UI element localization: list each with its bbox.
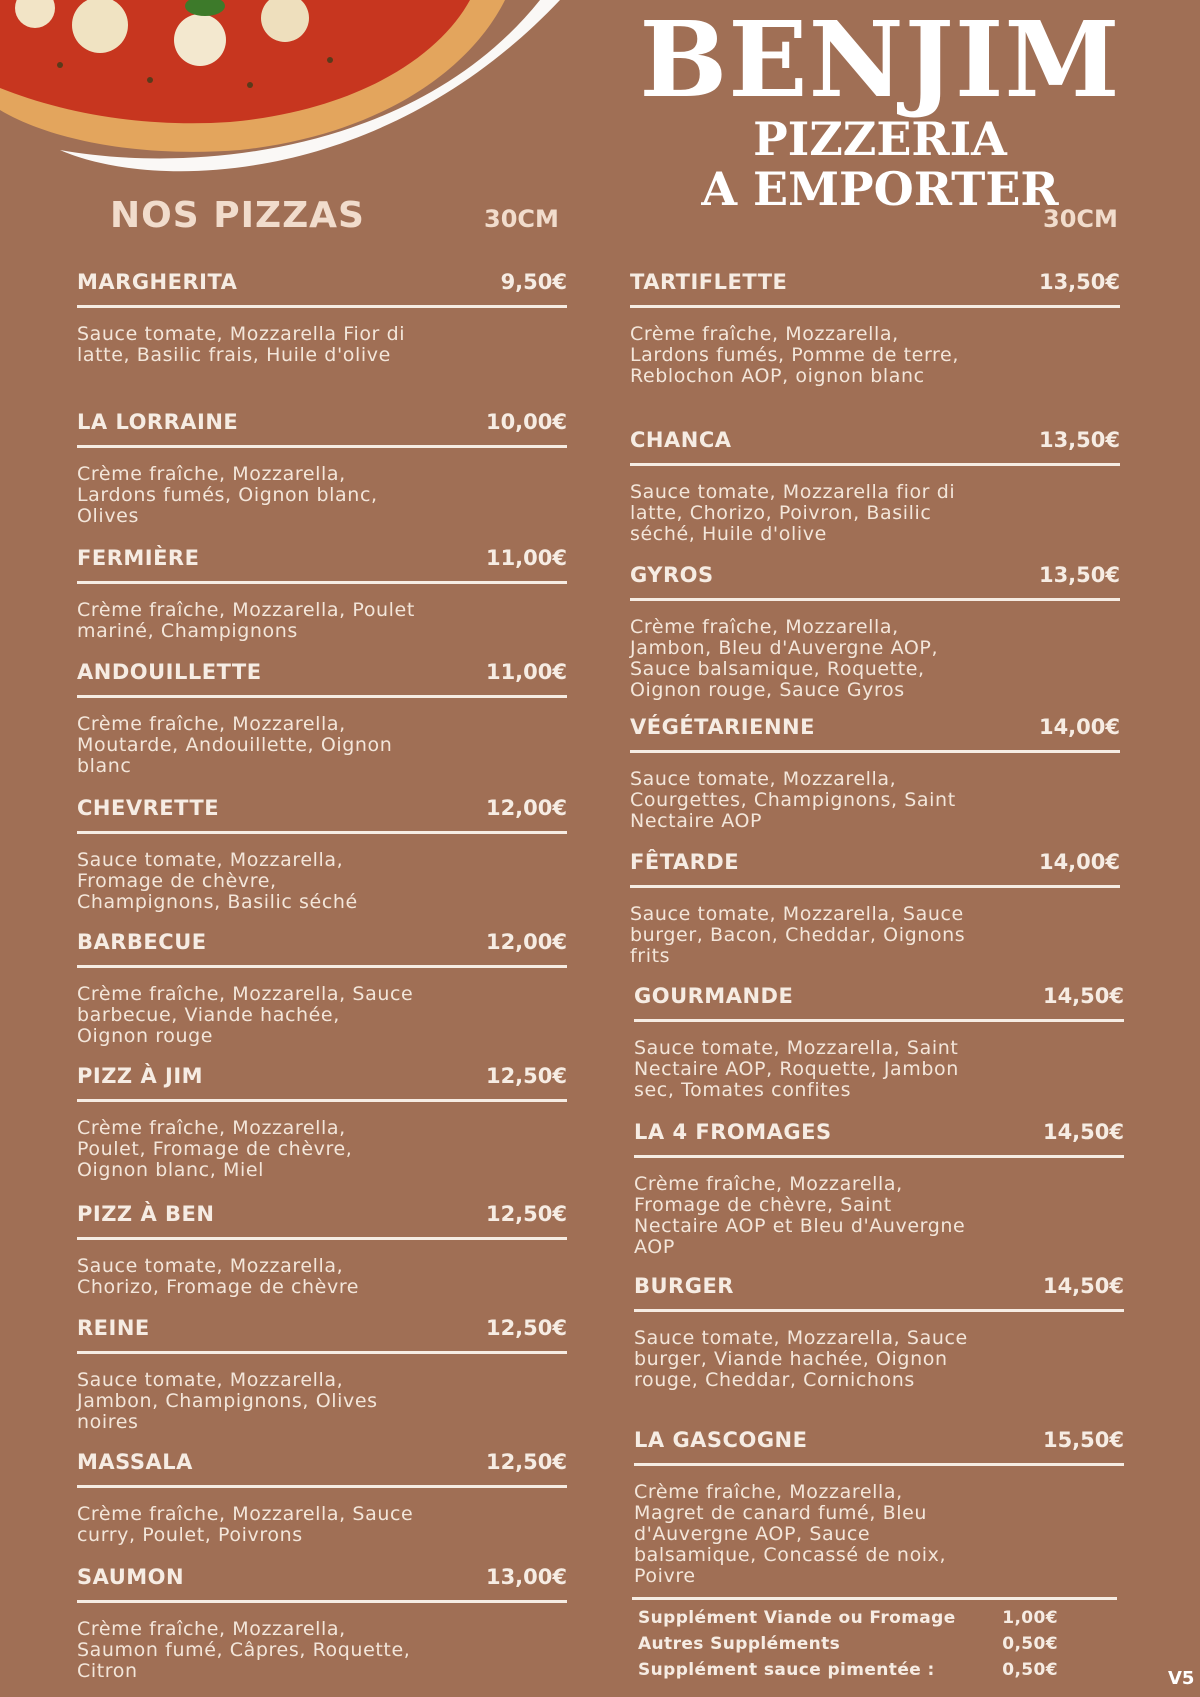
supplement-price: 0,50€ — [1002, 1634, 1058, 1654]
item-description: Crème fraîche, Mozzarella, Poulet mariné, Champignons — [77, 599, 415, 642]
supplements-divider — [632, 1597, 1117, 1600]
item-divider — [77, 695, 567, 698]
item-description: Sauce tomate, Mozzarella Fior di latte, Basilic frais, Huile d'olive — [77, 323, 406, 366]
item-divider — [77, 445, 567, 448]
supplement-label: Autres Suppléments — [638, 1634, 841, 1654]
item-name: LA 4 FROMAGES — [634, 1120, 832, 1144]
item-description: Crème fraîche, Mozzarella, Moutarde, Andouillette, Oignon blanc — [77, 713, 393, 777]
item-description: Sauce tomate, Mozzarella, Courgettes, Champignons, Saint Nectaire AOP — [630, 768, 956, 832]
item-price: 14,00€ — [1038, 850, 1120, 874]
item-price: 13,00€ — [485, 1565, 567, 1589]
item-divider — [77, 305, 567, 308]
item-name: BARBECUE — [77, 930, 207, 954]
item-divider — [630, 750, 1120, 753]
item-name: FERMIÈRE — [77, 546, 200, 570]
brand-subtitle-line1: PIZZERIA — [753, 112, 1007, 166]
supplement-label: Supplément Viande ou Fromage — [638, 1608, 956, 1628]
item-divider — [630, 885, 1120, 888]
item-name: PIZZ À BEN — [77, 1202, 215, 1226]
item-name: GYROS — [630, 563, 714, 587]
item-price: 11,00€ — [485, 660, 567, 684]
item-description: Crème fraîche, Mozzarella, Sauce curry, Poulet, Poivrons — [77, 1503, 414, 1546]
item-description: Crème fraîche, Mozzarella, Sauce barbecue, Viande hachée, Oignon rouge — [77, 983, 414, 1047]
item-name: REINE — [77, 1316, 150, 1340]
item-description: Crème fraîche, Mozzarella, Fromage de chèvre, Saint Nectaire AOP et Bleu d'Auvergne AOP — [634, 1173, 966, 1258]
item-price: 14,00€ — [1038, 715, 1120, 739]
item-price: 15,50€ — [1042, 1428, 1124, 1452]
item-description: Crème fraîche, Mozzarella, Lardons fumés, Pomme de terre, Reblochon AOP, oignon blanc — [630, 323, 959, 387]
item-divider — [634, 1019, 1124, 1022]
item-description: Sauce tomate, Mozzarella, Sauce burger, Viande hachée, Oignon rouge, Cheddar, Cornichons — [634, 1327, 968, 1391]
version-label: V5 — [1168, 1668, 1195, 1689]
item-divider — [77, 1099, 567, 1102]
item-divider — [77, 1600, 567, 1603]
item-description: Sauce tomate, Mozzarella, Chorizo, Fromage de chèvre — [77, 1255, 360, 1298]
item-name: LA LORRAINE — [77, 410, 239, 434]
item-price: 13,50€ — [1038, 270, 1120, 294]
supplement-price: 0,50€ — [1002, 1660, 1058, 1680]
item-price: 13,50€ — [1038, 563, 1120, 587]
item-description: Sauce tomate, Mozzarella, Jambon, Champignons, Olives noires — [77, 1369, 378, 1433]
item-price: 12,50€ — [485, 1316, 567, 1340]
supplement-row — [638, 1608, 1058, 1634]
item-price: 14,50€ — [1042, 984, 1124, 1008]
supplement-row — [638, 1634, 1058, 1660]
pizza-photo — [0, 0, 560, 185]
item-price: 9,50€ — [500, 270, 567, 294]
item-description: Crème fraîche, Mozzarella, Jambon, Bleu d'Auvergne AOP, Sauce balsamique, Roquette, Oignon rouge, Sauce Gyros — [630, 616, 939, 701]
item-divider — [634, 1155, 1124, 1158]
item-name: MARGHERITA — [77, 270, 238, 294]
item-name: SAUMON — [77, 1565, 185, 1589]
item-price: 12,50€ — [485, 1202, 567, 1226]
item-price: 11,00€ — [485, 546, 567, 570]
item-name: CHANCA — [630, 428, 732, 452]
item-description: Crème fraîche, Mozzarella, Magret de canard fumé, Bleu d'Auvergne AOP, Sauce balsamique, Concassé de noix, Poivre — [634, 1481, 947, 1587]
item-name: MASSALA — [77, 1450, 193, 1474]
item-price: 12,50€ — [485, 1064, 567, 1088]
item-name: FÊTARDE — [630, 850, 740, 874]
supplement-price: 1,00€ — [1002, 1608, 1058, 1628]
brand-block — [620, 0, 1140, 216]
item-divider — [77, 1237, 567, 1240]
supplement-label: Supplément sauce pimentée : — [638, 1660, 935, 1680]
item-price: 10,00€ — [485, 410, 567, 434]
size-label-left: 30CM — [484, 205, 559, 233]
size-label-right: 30CM — [1043, 205, 1118, 233]
item-name: ANDOUILLETTE — [77, 660, 262, 684]
item-name: CHEVRETTE — [77, 796, 220, 820]
supplements-list — [638, 1608, 1058, 1686]
item-price: 12,00€ — [485, 796, 567, 820]
item-name: PIZZ À JIM — [77, 1064, 204, 1088]
item-divider — [77, 831, 567, 834]
item-description: Sauce tomate, Mozzarella, Saint Nectaire AOP, Roquette, Jambon sec, Tomates confites — [634, 1037, 959, 1101]
item-divider — [77, 581, 567, 584]
item-price: 14,50€ — [1042, 1274, 1124, 1298]
item-description: Crème fraîche, Mozzarella, Saumon fumé, Câpres, Roquette, Citron — [77, 1618, 411, 1682]
item-price: 13,50€ — [1038, 428, 1120, 452]
item-description: Sauce tomate, Mozzarella, Fromage de chèvre, Champignons, Basilic séché — [77, 849, 358, 913]
brand-subtitle-line2: A EMPORTER — [701, 161, 1059, 216]
item-divider — [630, 598, 1120, 601]
section-title: NOS PIZZAS — [110, 195, 365, 236]
item-divider — [77, 965, 567, 968]
item-divider — [77, 1351, 567, 1354]
item-price: 12,50€ — [485, 1450, 567, 1474]
brand-name: BENJIM — [639, 0, 1121, 121]
item-description: Sauce tomate, Mozzarella fior di latte, Chorizo, Poivron, Basilic séché, Huile d'olive — [630, 481, 956, 545]
item-description: Crème fraîche, Mozzarella, Lardons fumés, Oignon blanc, Olives — [77, 463, 378, 527]
item-divider — [630, 463, 1120, 466]
item-name: GOURMANDE — [634, 984, 794, 1008]
item-divider — [630, 305, 1120, 308]
item-name: TARTIFLETTE — [630, 270, 788, 294]
item-divider — [634, 1463, 1124, 1466]
item-name: BURGER — [634, 1274, 734, 1298]
supplement-row — [638, 1660, 1058, 1686]
item-description: Crème fraîche, Mozzarella, Poulet, Fromage de chèvre, Oignon blanc, Miel — [77, 1117, 353, 1181]
item-name: VÉGÉTARIENNE — [630, 715, 815, 739]
item-divider — [634, 1309, 1124, 1312]
item-price: 12,00€ — [485, 930, 567, 954]
item-divider — [77, 1485, 567, 1488]
item-description: Sauce tomate, Mozzarella, Sauce burger, Bacon, Cheddar, Oignons frits — [630, 903, 966, 967]
item-name: LA GASCOGNE — [634, 1428, 808, 1452]
item-price: 14,50€ — [1042, 1120, 1124, 1144]
